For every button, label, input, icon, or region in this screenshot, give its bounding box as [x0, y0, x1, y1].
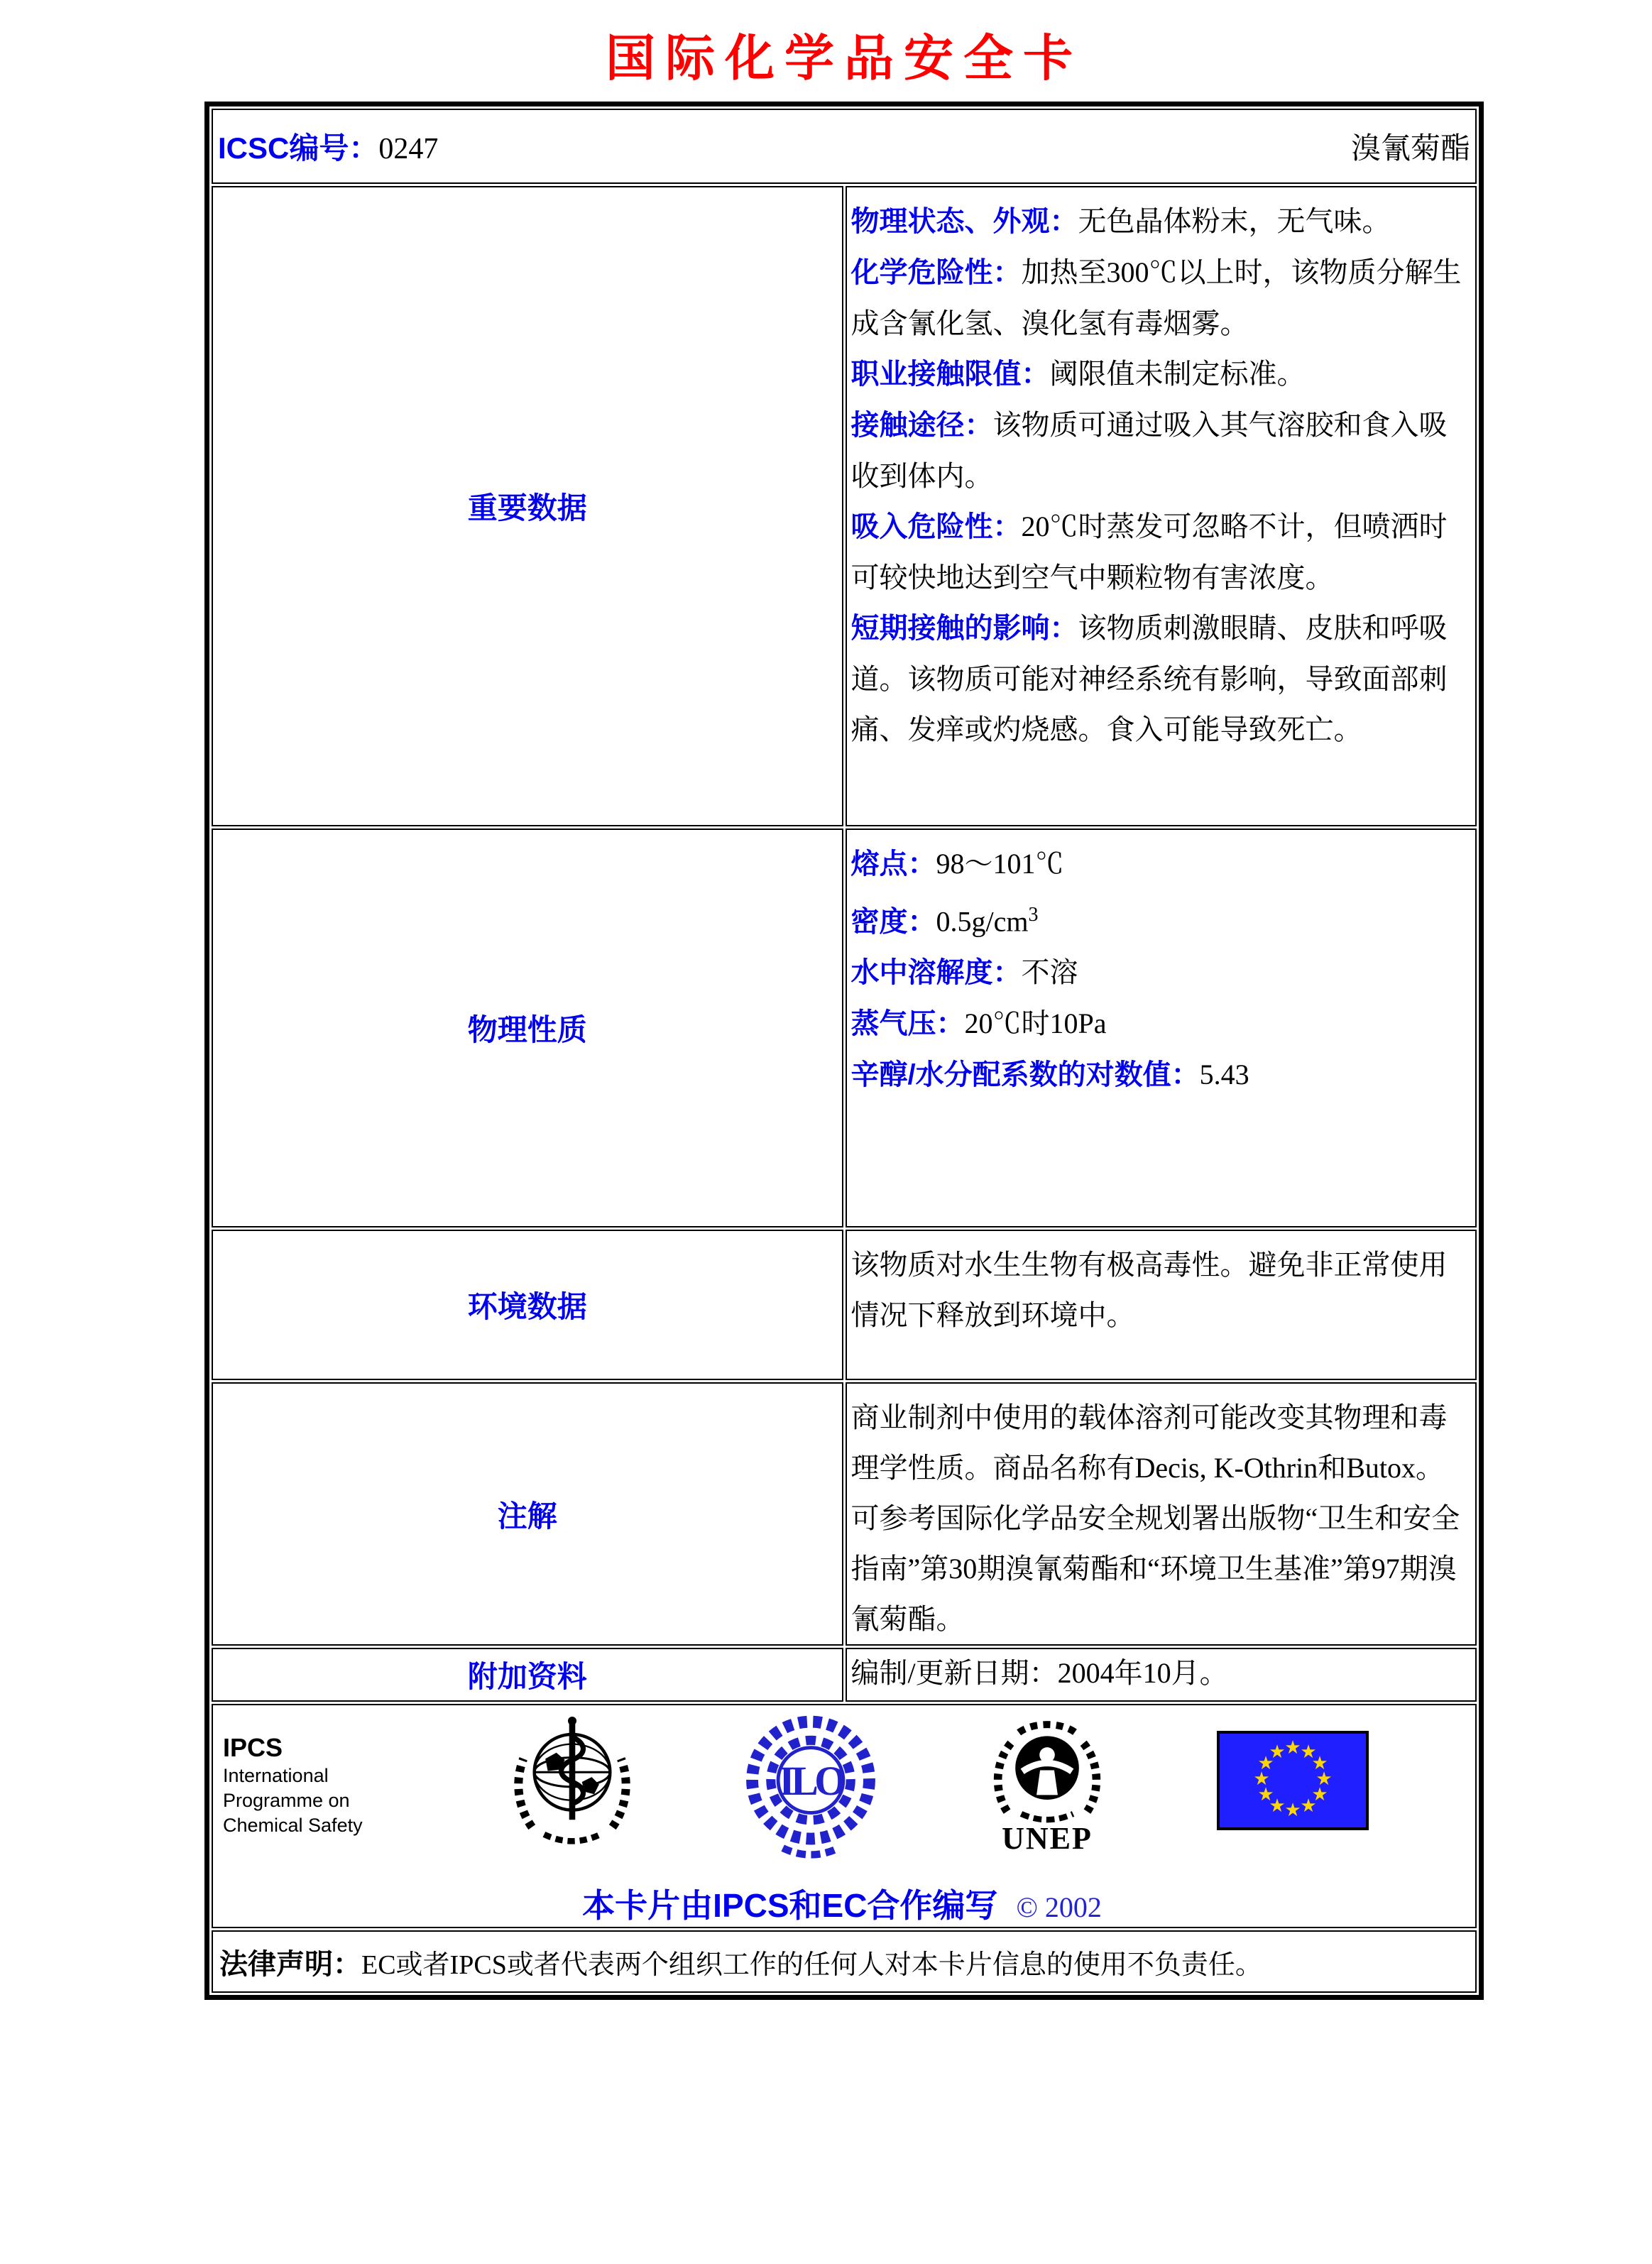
field-label: 蒸气压：	[850, 1008, 965, 1040]
notes-text: 商业制剂中使用的载体溶剂可能改变其物理和毒理学性质。商品名称有Decis, K-Othrin和Butox。可参考国际化学品安全规划署出版物“卫生和安全指南”第30期溴氰菊酯和“环境卫生基准”第97期溴氰菊酯。	[850, 1401, 1460, 1635]
field-occupational-limit	[851, 349, 1470, 400]
who-logo-icon	[511, 1712, 633, 1852]
physical-properties-content	[846, 829, 1477, 1227]
notes-row	[212, 1382, 1477, 1646]
field-label: 吸入危险性：	[850, 511, 1022, 542]
notes-content	[846, 1382, 1477, 1646]
row-label-notes: 注解	[212, 1382, 843, 1646]
field-text: 20℃时10Pa	[964, 1007, 1107, 1040]
field-label: 密度：	[850, 906, 936, 938]
field-text: 20℃时蒸发可忽略不计，但喷洒时可较快地达到空气中颗粒物有害浓度。	[850, 510, 1448, 594]
field-log-pow	[851, 1049, 1470, 1100]
field-label: 化学危险性：	[850, 257, 1022, 288]
row-label-environmental-data: 环境数据	[212, 1230, 843, 1380]
field-water-solubility	[851, 947, 1470, 998]
field-vapor-pressure	[851, 998, 1470, 1049]
unep-logo	[988, 1712, 1106, 1854]
field-text-superscript: 3	[1028, 904, 1039, 926]
field-text: 5.43	[1199, 1059, 1249, 1091]
svg-text:ILO: ILO	[779, 1758, 843, 1805]
additional-info-content	[846, 1648, 1477, 1702]
environmental-data-content	[846, 1230, 1477, 1380]
field-label: 水中溶解度：	[850, 957, 1022, 989]
ipcs-subtitle: International Programme on Chemical Safety	[223, 1765, 363, 1836]
important-data-row	[212, 186, 1477, 826]
ilo-logo-icon	[744, 1712, 877, 1860]
field-short-term-effects	[851, 603, 1470, 755]
field-text: 加热至300℃以上时，该物质分解生成含氰化氢、溴化氢有毒烟雾。	[850, 256, 1462, 339]
eu-flag-icon: ★ ★ ★ ★ ★ ★ ★ ★ ★ ★ ★ ★	[1217, 1731, 1369, 1830]
field-label: 辛醇/水分配系数的对数值：	[850, 1059, 1200, 1091]
field-physical-state	[851, 196, 1470, 247]
field-melting-point	[851, 838, 1470, 890]
field-chemical-danger	[851, 247, 1470, 349]
footer-row	[212, 1704, 1477, 1928]
ipcs-title: IPCS	[223, 1733, 283, 1762]
legal-label: 法律声明：	[219, 1948, 361, 1980]
chemical-name: 溴氰菊酯	[1350, 133, 1470, 165]
field-text: 98～101℃	[936, 848, 1064, 880]
field-inhalation-risk	[851, 501, 1470, 603]
icsc-card-table	[204, 102, 1484, 2000]
legal-row	[212, 1930, 1477, 1993]
header-row	[212, 109, 1477, 184]
field-label: 接触途径：	[850, 410, 993, 441]
copyright: © 2002	[1016, 1891, 1102, 1923]
footer-caption	[223, 1880, 1461, 1927]
field-label: 短期接触的影响：	[850, 613, 1078, 644]
unep-label: UNEP	[1002, 1821, 1093, 1856]
field-label: 职业接触限值：	[850, 359, 1050, 390]
environmental-data-text: 该物质对水生生物有极高毒性。避免非正常使用情况下释放到环境中。	[850, 1249, 1448, 1331]
caption-text: 本卡片由IPCS和EC合作编写	[582, 1887, 998, 1924]
field-text: 不溶	[1021, 956, 1078, 989]
field-text: 阈限值未制定标准。	[1049, 358, 1306, 390]
environmental-data-row	[212, 1230, 1477, 1380]
page-title: 国际化学品安全卡	[606, 31, 1083, 86]
field-density	[851, 890, 1470, 947]
field-text: 0.5g/cm	[936, 905, 1029, 938]
ipcs-block	[223, 1732, 400, 1838]
field-label: 物理状态、外观：	[850, 206, 1078, 237]
field-text: 该物质可通过吸入其气溶胶和食入吸收到体内。	[850, 409, 1448, 492]
icsc-number	[218, 125, 438, 168]
field-label: 熔点：	[850, 848, 936, 880]
unep-emblem-icon	[988, 1712, 1106, 1825]
icsc-card	[204, 18, 1484, 2000]
field-exposure-routes	[851, 400, 1470, 501]
legal-text: EC或者IPCS或者代表两个组织工作的任何人对本卡片信息的使用不负责任。	[361, 1949, 1262, 1980]
additional-info-row	[212, 1648, 1477, 1702]
icsc-number-label: ICSC编号：	[218, 131, 379, 165]
physical-properties-row	[212, 829, 1477, 1227]
row-label-additional-info: 附加资料	[212, 1648, 843, 1702]
row-label-physical-properties: 物理性质	[212, 829, 843, 1227]
field-text: 该物质刺激眼睛、皮肤和呼吸道。该物质可能对神经系统有影响，导致面部刺痛、发痒或灼烧感。食入可能导致死亡。	[850, 612, 1448, 745]
additional-info-text: 编制/更新日期：2004年10月。	[850, 1657, 1228, 1689]
field-text: 无色晶体粉末，无气味。	[1078, 205, 1391, 237]
row-label-important-data: 重要数据	[212, 186, 843, 826]
important-data-content	[846, 186, 1477, 826]
icsc-number-value: 0247	[378, 133, 439, 165]
